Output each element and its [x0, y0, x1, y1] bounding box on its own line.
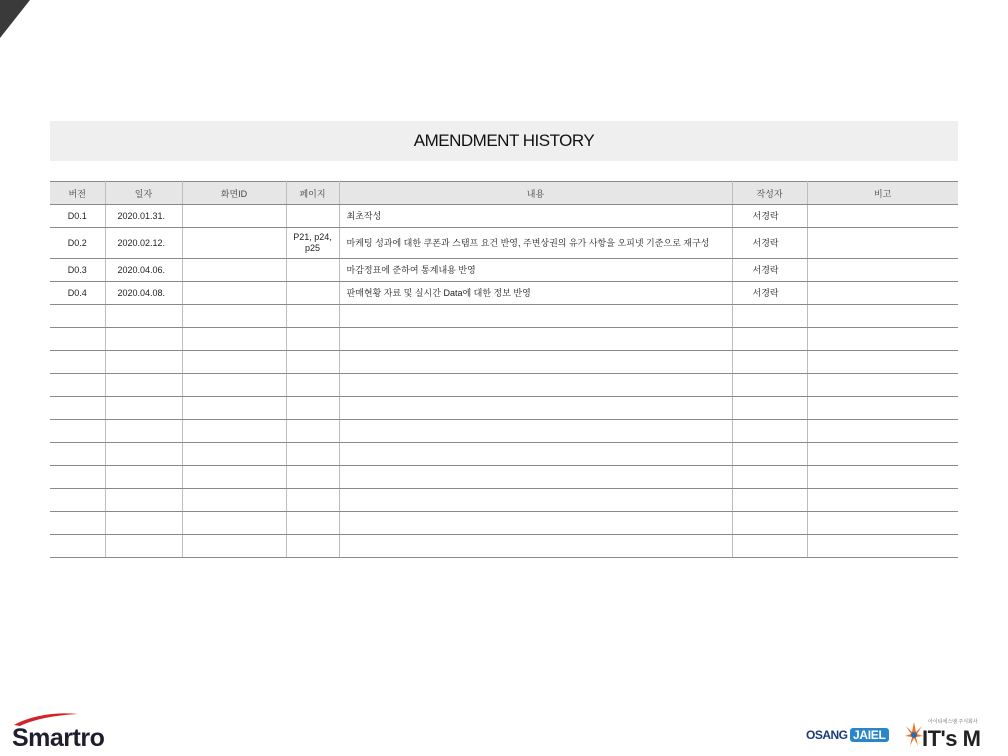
itsm-emblem-icon [904, 720, 924, 748]
cell-page [286, 443, 339, 466]
cell-page [286, 259, 339, 282]
cell-screen-id [182, 443, 286, 466]
cell-screen-id [182, 259, 286, 282]
cell-content: 마감정표에 준하여 통계내용 반영 [339, 259, 732, 282]
cell-date: 2020.04.06. [105, 259, 182, 282]
column-header-version: 버전 [50, 182, 105, 205]
cell-author: 서경락 [732, 228, 807, 259]
cell-screen-id [182, 328, 286, 351]
cell-screen-id [182, 397, 286, 420]
cell-author [732, 397, 807, 420]
table-row [50, 259, 958, 282]
cell-screen-id [182, 305, 286, 328]
cell-author [732, 374, 807, 397]
cell-page [286, 489, 339, 512]
cell-note [807, 305, 958, 328]
cell-screen-id [182, 489, 286, 512]
table-row [50, 282, 958, 305]
column-header-author: 작성자 [732, 182, 807, 205]
cell-note [807, 282, 958, 305]
column-header-page: 페이지 [286, 182, 339, 205]
table-row [50, 205, 958, 228]
cell-content [339, 489, 732, 512]
table-row-empty [50, 512, 958, 535]
cell-page [286, 305, 339, 328]
cell-author [732, 512, 807, 535]
cell-page [286, 397, 339, 420]
cell-screen-id [182, 205, 286, 228]
smartro-logo-text: Smartro [12, 724, 105, 752]
osang-logo-text: OSANG [806, 728, 848, 742]
cell-note [807, 535, 958, 558]
cell-date [105, 305, 182, 328]
cell-note [807, 328, 958, 351]
cell-screen-id [182, 282, 286, 305]
cell-author [732, 420, 807, 443]
cell-screen-id [182, 466, 286, 489]
table-row-empty [50, 535, 958, 558]
table-row-empty [50, 397, 958, 420]
cell-page [286, 535, 339, 558]
cell-content: 마케팅 성과에 대한 쿠폰과 스탬프 요건 반영, 주변상권의 유가 사항을 오피넷 기준으로 재구성 [339, 228, 732, 259]
cell-content [339, 305, 732, 328]
cell-content [339, 512, 732, 535]
itsm-logo [904, 716, 1004, 752]
cell-page [286, 512, 339, 535]
empty-rows [50, 305, 958, 558]
cell-version: D0.4 [50, 282, 105, 305]
smartro-logo [8, 712, 118, 752]
cell-date [105, 512, 182, 535]
cell-date [105, 466, 182, 489]
cell-author [732, 328, 807, 351]
cell-page [286, 282, 339, 305]
table-row-empty [50, 466, 958, 489]
cell-version [50, 420, 105, 443]
cell-note [807, 443, 958, 466]
cell-date [105, 420, 182, 443]
cell-note [807, 420, 958, 443]
cell-content [339, 535, 732, 558]
column-header-note: 비고 [807, 182, 958, 205]
table-row-empty [50, 420, 958, 443]
cell-page [286, 466, 339, 489]
jaiel-logo-text: JAIEL [850, 728, 889, 742]
cell-note [807, 512, 958, 535]
cell-screen-id [182, 228, 286, 259]
cell-page [286, 420, 339, 443]
cell-date [105, 397, 182, 420]
cell-note [807, 397, 958, 420]
cell-date [105, 443, 182, 466]
cell-note [807, 205, 958, 228]
cell-date: 2020.02.12. [105, 228, 182, 259]
cell-date: 2020.01.31. [105, 205, 182, 228]
table-row [50, 228, 958, 259]
cell-screen-id [182, 512, 286, 535]
cell-note [807, 489, 958, 512]
column-header-content: 내용 [339, 182, 732, 205]
cell-author [732, 466, 807, 489]
cell-note [807, 259, 958, 282]
cell-date [105, 351, 182, 374]
column-header-screen-id: 화면ID [182, 182, 286, 205]
cell-version [50, 305, 105, 328]
cell-date [105, 374, 182, 397]
cell-content [339, 466, 732, 489]
title-bar [50, 121, 958, 161]
table-row-empty [50, 305, 958, 328]
cell-content [339, 443, 732, 466]
cell-screen-id [182, 420, 286, 443]
cell-version: D0.1 [50, 205, 105, 228]
cell-version [50, 535, 105, 558]
cell-version: D0.3 [50, 259, 105, 282]
cell-page [286, 205, 339, 228]
cell-content [339, 351, 732, 374]
cell-author [732, 489, 807, 512]
cell-author [732, 351, 807, 374]
table-row-empty [50, 328, 958, 351]
cell-content [339, 374, 732, 397]
cell-version [50, 489, 105, 512]
cell-date [105, 535, 182, 558]
cell-date [105, 328, 182, 351]
cell-content [339, 420, 732, 443]
cell-author [732, 535, 807, 558]
cell-page [286, 351, 339, 374]
cell-screen-id [182, 351, 286, 374]
cell-author [732, 443, 807, 466]
cell-note [807, 351, 958, 374]
cell-author [732, 305, 807, 328]
page-title: AMENDMENT HISTORY [413, 131, 595, 150]
cell-note [807, 228, 958, 259]
cell-version [50, 374, 105, 397]
cell-version [50, 351, 105, 374]
column-header-date: 일자 [105, 182, 182, 205]
cell-content [339, 328, 732, 351]
table-header-row [50, 182, 958, 205]
itsm-logo-text: IT's M [922, 726, 981, 751]
cell-author: 서경락 [732, 205, 807, 228]
cell-note [807, 374, 958, 397]
cell-note [807, 466, 958, 489]
cell-screen-id [182, 374, 286, 397]
table-row-empty [50, 489, 958, 512]
cell-version: D0.2 [50, 228, 105, 259]
cell-page: P21, p24, p25 [286, 228, 339, 259]
cell-page [286, 374, 339, 397]
itsm-tagline: 아이티에스엠 주식회사 [928, 719, 978, 725]
table-row-empty [50, 443, 958, 466]
cell-author: 서경락 [732, 259, 807, 282]
cell-screen-id [182, 535, 286, 558]
amendment-history-table [50, 181, 958, 558]
cell-version [50, 397, 105, 420]
cell-content: 최초작성 [339, 205, 732, 228]
osang-jaiel-logo [806, 717, 888, 751]
cell-author: 서경락 [732, 282, 807, 305]
cell-version [50, 512, 105, 535]
corner-decoration [0, 0, 30, 38]
table-row-empty [50, 374, 958, 397]
cell-content [339, 397, 732, 420]
table-row-empty [50, 351, 958, 374]
cell-version [50, 466, 105, 489]
cell-content: 판매현황 자료 및 실시간 Data에 대한 정보 반영 [339, 282, 732, 305]
cell-date: 2020.04.08. [105, 282, 182, 305]
cell-version [50, 443, 105, 466]
cell-version [50, 328, 105, 351]
cell-page [286, 328, 339, 351]
cell-date [105, 489, 182, 512]
